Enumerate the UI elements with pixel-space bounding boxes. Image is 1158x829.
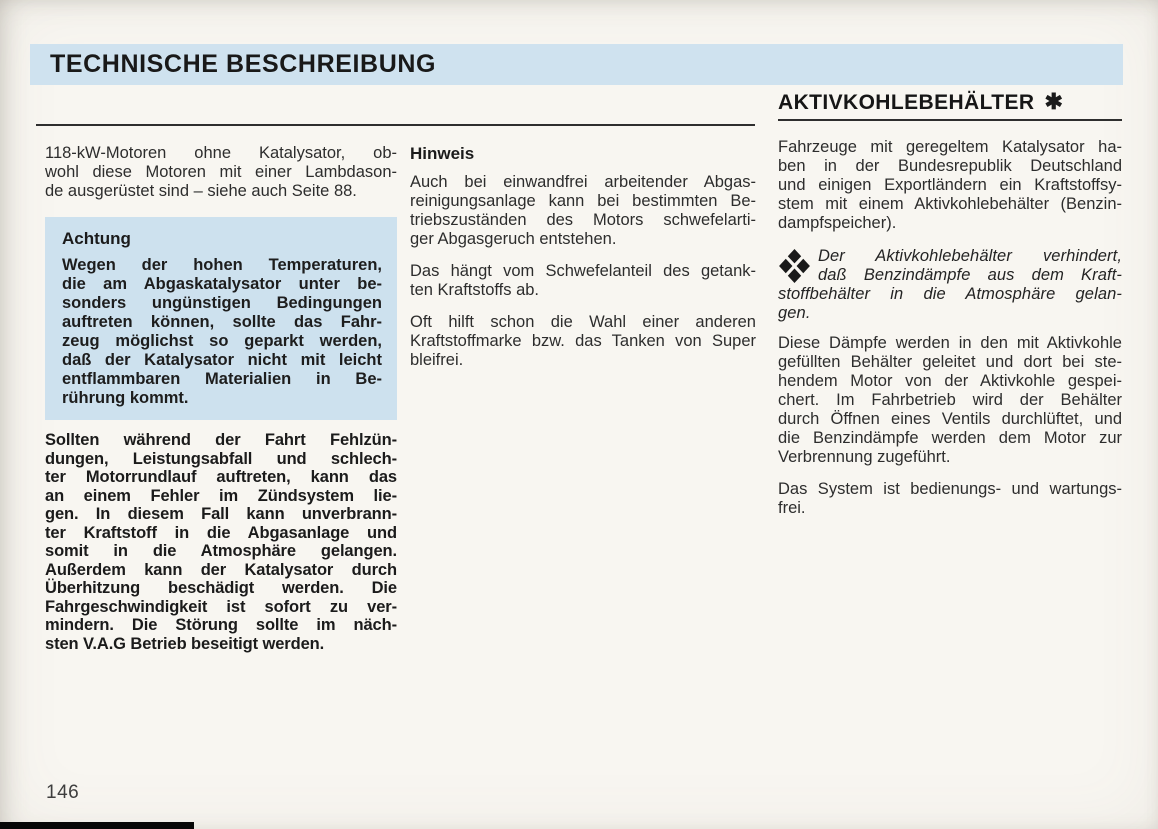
section-divider-rule [778, 119, 1122, 121]
header-divider-rule [36, 124, 755, 126]
eco-note [778, 247, 1122, 323]
emphasis-paragraph: Sollten während der Fahrt Fehlzün- dungen, Leistungsabfall und schlech- ter Motorrundlauf auftreten, kann das an einem Fehler im Zündsystem lie- gen. In diesem Fall kann unverbrann- ter Kraftstoff in die Abgasanlage und somit in die Atmosphäre gelangen. Außerdem kann der Katalysator durch Überhitzung beschädigt werden. Die Fahrgeschwindigkeit ist sofort zu ver- mindern. Die Störung sollte im näch- sten V.A.G Betrieb beseitigt werden. [45, 431, 397, 653]
warning-box [45, 217, 397, 420]
note-paragraph-3: Oft hilft schon die Wahl einer anderen Kraftstoffmarke bzw. das Tanken von Super bleifrei. [410, 313, 756, 369]
note-paragraph-2: Das hängt vom Schwefelanteil des getank- ten Kraftstoffs ab. [410, 262, 756, 299]
intro-paragraph: 118-kW-Motoren ohne Katalysator, ob- wohl diese Motoren mit einer Lambdason- de ausgerüstet sind – siehe auch Seite 88. [45, 144, 397, 200]
four-diamonds-icon [778, 249, 811, 284]
right-column [778, 89, 1122, 531]
asterisk-icon: ✱ [1044, 89, 1063, 114]
eco-note-text: Der Aktivkohlebehälter verhindert, daß Benzindämpfe aus dem Kraft- stoffbehälter in die Atmosphäre gelan- gen. [778, 247, 1122, 322]
section-paragraph-1: Fahrzeuge mit geregeltem Katalysator ha- ben in der Bundesrepublik Deutschland und einigen Exportländern ein Kraftstoffsy- stem mit einem Aktivkohlebehälter (Benzin- dampfspeicher). [778, 138, 1122, 232]
warning-title: Achtung [62, 229, 131, 248]
page-title: TECHNISCHE BESCHREIBUNG [50, 50, 437, 78]
left-column [45, 144, 397, 653]
section-paragraph-2: Diese Dämpfe werden in den mit Aktivkohle gefüllten Behälter geleitet und dort bei ste- hendem Motor von der Aktivkohle gespei- chert. Im Fahrbetrieb wird der Behälter durch Öffnen eines Ventils durchlüftet, und die Benzindämpfe werden dem Motor zur Verbrennung zugeführt. [778, 334, 1122, 466]
section-paragraph-3: Das System ist bedienungs- und wartungs- frei. [778, 480, 1122, 517]
chapter-header-band [30, 44, 1123, 85]
page-number: 146 [46, 782, 80, 803]
section-heading [778, 89, 1122, 114]
note-title: Hinweis [410, 144, 475, 163]
note-paragraph-1: Auch bei einwandfrei arbeitender Abgas- reinigungsanlage kann bei bestimmten Be- triebszuständen des Motors schwefelarti- ger Abgasgeruch entstehen. [410, 173, 756, 248]
middle-column [410, 144, 756, 383]
warning-text: Wegen der hohen Temperaturen, die am Abgaskatalysator unter be- sonders ungünstigen Bedingungen auftreten können, sollte das Fahr- zeug möglichst so geparkt werden, daß der Katalysator nicht mit leicht entflammbaren Materialien in Be- rührung kommt. [62, 256, 382, 407]
section-title: AKTIVKOHLEBEHÄLTER [778, 91, 1035, 114]
footer-registration-bar [0, 822, 194, 829]
